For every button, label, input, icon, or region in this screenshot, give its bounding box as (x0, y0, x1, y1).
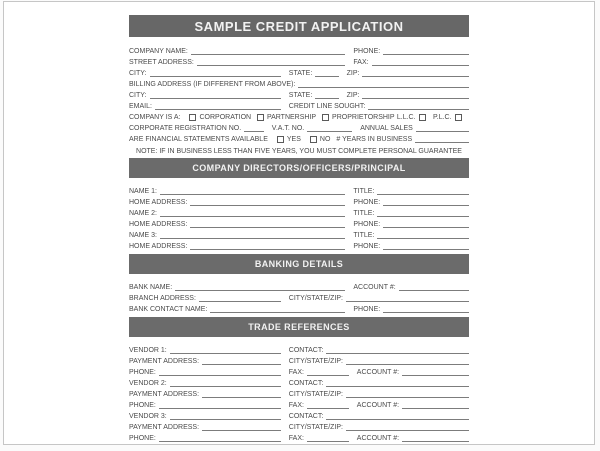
field-label: PHONE: (353, 199, 381, 206)
form-row (129, 366, 469, 377)
write-in-line (377, 237, 469, 239)
form-field (129, 91, 289, 100)
field-label: ACCOUNT #: (356, 435, 400, 442)
field-label: PHONE: (353, 48, 381, 55)
write-in-line (191, 53, 346, 55)
form-row (129, 281, 469, 292)
write-in-line (155, 108, 281, 110)
form-row (129, 78, 469, 89)
checkbox-icon (257, 114, 264, 121)
checkbox-label: L.L.C. (396, 114, 416, 121)
write-in-line (150, 97, 281, 99)
checkbox-label: P.L.C. (433, 114, 452, 121)
field-label: ZIP: (346, 92, 360, 99)
checkbox-label: CORPORATION (199, 114, 252, 121)
write-in-line (202, 396, 281, 398)
field-label: CITY: (129, 70, 147, 77)
form-field (353, 58, 469, 67)
checkbox-label: NO (319, 136, 331, 143)
form-field (129, 368, 289, 377)
checkbox-option (307, 135, 337, 144)
checkbox-icon (322, 114, 329, 121)
field-label: TITLE: (353, 232, 375, 239)
write-in-line (175, 289, 345, 291)
write-in-line (383, 204, 469, 206)
checkbox-label: PROPRIETORSHIP (332, 114, 395, 121)
form-field (129, 69, 289, 78)
field-label: PHONE: (353, 306, 381, 313)
write-in-line (415, 141, 469, 143)
field-label: TITLE: (353, 188, 375, 195)
field-label: TITLE: (353, 210, 375, 217)
field-label: NAME 2: (129, 210, 158, 217)
form-field (289, 412, 469, 421)
form-row (129, 56, 469, 67)
write-in-line (368, 108, 469, 110)
checkbox-option (254, 113, 319, 122)
section-header-label: COMPANY DIRECTORS/OFFICERS/PRINCIPAL (192, 163, 406, 173)
write-in-line (377, 193, 469, 195)
form-field (129, 305, 353, 314)
checkbox-option (433, 113, 469, 122)
field-label: NAME 3: (129, 232, 158, 239)
form-field (353, 242, 469, 251)
field-label: HOME ADDRESS: (129, 243, 188, 250)
field-label: VENDOR 3: (129, 413, 167, 420)
write-in-line (307, 407, 349, 409)
field-label: VENDOR 1: (129, 347, 167, 354)
form-row (129, 67, 469, 78)
field-label: CONTACT: (288, 413, 324, 420)
form-field (129, 198, 353, 207)
checkbox-icon (189, 114, 196, 121)
form-field (289, 401, 357, 410)
write-in-line (307, 130, 352, 132)
write-in-line (190, 248, 345, 250)
document-page (3, 1, 595, 445)
form-row (129, 218, 469, 229)
write-in-line (362, 75, 469, 77)
form-field (353, 305, 469, 314)
checkbox-option (274, 135, 307, 144)
field-label: HOME ADDRESS: (129, 221, 188, 228)
form-field (129, 423, 289, 432)
field-label: COMPANY IS A: (129, 114, 181, 121)
write-in-line (160, 193, 345, 195)
form-field (289, 294, 469, 303)
checkbox-icon (277, 136, 284, 143)
form-row (129, 377, 469, 388)
field-label: PAYMENT ADDRESS: (129, 358, 200, 365)
field-label: CITY/STATE/ZIP: (288, 358, 343, 365)
write-in-line (416, 130, 469, 132)
form-field (129, 231, 353, 240)
write-in-line (298, 86, 469, 88)
form-field (129, 390, 289, 399)
write-in-line (326, 352, 469, 354)
form-field (129, 283, 353, 292)
checkbox-option (186, 113, 253, 122)
field-label: BILLING ADDRESS (IF DIFFERENT FROM ABOVE): (129, 81, 296, 88)
form-field (353, 198, 469, 207)
checkbox-label: PARTNERSHIP (266, 114, 317, 121)
form-field (357, 368, 469, 377)
field-label: CITY/STATE/ZIP: (288, 391, 343, 398)
write-in-line (326, 418, 469, 420)
checkbox-icon (455, 114, 462, 121)
form-field (289, 102, 469, 111)
write-in-line (377, 215, 469, 217)
checkbox-icon (310, 136, 317, 143)
form-content (129, 15, 469, 443)
write-in-line (372, 64, 469, 66)
form-field (129, 58, 353, 67)
field-label: FAX: (288, 402, 304, 409)
form-field (289, 91, 347, 100)
form-field (289, 346, 469, 355)
field-label: PHONE: (353, 221, 381, 228)
field-label: ACCOUNT #: (356, 369, 400, 376)
write-in-line (402, 407, 469, 409)
field-label: ACCOUNT #: (353, 284, 396, 291)
field-label: STREET ADDRESS: (129, 59, 194, 66)
write-in-line (399, 289, 469, 291)
write-in-line (402, 374, 469, 376)
form-field (129, 242, 353, 251)
form-row (129, 388, 469, 399)
form-field (272, 124, 360, 133)
form-title: SAMPLE CREDIT APPLICATION (194, 18, 404, 34)
form-field (289, 434, 357, 443)
form-field (357, 401, 469, 410)
form-field (129, 209, 353, 218)
form-row (129, 355, 469, 366)
section-header (129, 317, 469, 337)
write-in-line (315, 75, 338, 77)
write-in-line (383, 53, 469, 55)
form-field (353, 209, 469, 218)
form-row (129, 207, 469, 218)
field-label: CONTACT: (288, 380, 324, 387)
field-label: CONTACT: (288, 347, 324, 354)
write-in-line (170, 385, 281, 387)
write-in-line (202, 429, 281, 431)
field-label: FAX: (288, 369, 304, 376)
field-label: CORPORATE REGISTRATION NO. (129, 125, 242, 132)
form-field (353, 187, 469, 196)
form-field (353, 283, 469, 292)
note-row (129, 144, 469, 155)
form-field (129, 357, 289, 366)
write-in-line (159, 440, 281, 442)
write-in-line (160, 237, 345, 239)
write-in-line (197, 64, 346, 66)
field-label: CITY: (129, 92, 147, 99)
write-in-line (190, 226, 345, 228)
write-in-line (170, 418, 281, 420)
form-field (129, 346, 289, 355)
field-label: PAYMENT ADDRESS: (129, 424, 200, 431)
section-header (129, 158, 469, 178)
form-field (289, 368, 357, 377)
form-field (129, 102, 289, 111)
form-field (353, 220, 469, 229)
form-row (129, 229, 469, 240)
write-in-line (190, 204, 345, 206)
form-field (347, 69, 469, 78)
form-row (129, 410, 469, 421)
field-label: PHONE: (129, 402, 156, 409)
write-in-line (210, 311, 345, 313)
field-label: ARE FINANCIAL STATEMENTS AVAILABLE (129, 136, 268, 143)
field-label: FAX: (353, 59, 369, 66)
field-label: VENDOR 2: (129, 380, 167, 387)
field-label: PHONE: (353, 243, 381, 250)
write-in-line (202, 363, 281, 365)
form-field (129, 294, 289, 303)
field-label: CITY/STATE/ZIP: (288, 424, 343, 431)
write-in-line (159, 407, 281, 409)
write-in-line (346, 396, 469, 398)
form-row (129, 399, 469, 410)
form-field (289, 423, 469, 432)
write-in-line (160, 215, 345, 217)
field-label: BRANCH ADDRESS: (129, 295, 196, 302)
form-field (289, 69, 347, 78)
form-field (129, 47, 353, 56)
form-row (129, 344, 469, 355)
field-label: HOME ADDRESS: (129, 199, 188, 206)
form-field (353, 47, 469, 56)
form-field (129, 434, 289, 443)
write-in-line (307, 440, 349, 442)
field-label: BANK NAME: (129, 284, 173, 291)
form-field (129, 124, 272, 133)
field-label: ANNUAL SALES (360, 125, 413, 132)
write-in-line (307, 374, 349, 376)
form-field (129, 220, 353, 229)
field-label: V.A.T. NO. (271, 125, 305, 132)
form-field (357, 434, 469, 443)
form-field (289, 357, 469, 366)
form-row (129, 185, 469, 196)
form-field (353, 231, 469, 240)
form-row (129, 196, 469, 207)
field-label: COMPANY NAME: (129, 48, 188, 55)
field-label: STATE: (288, 92, 313, 99)
write-in-line (346, 363, 469, 365)
form-row (129, 432, 469, 443)
write-in-line (383, 311, 469, 313)
write-in-line (383, 248, 469, 250)
form-row (129, 292, 469, 303)
checkbox-option (319, 113, 397, 122)
form-field (129, 412, 289, 421)
section-header (129, 254, 469, 274)
form-row (129, 45, 469, 56)
form-field (289, 379, 469, 388)
field-label: ACCOUNT #: (356, 402, 400, 409)
form-row (129, 303, 469, 314)
field-label: BANK CONTACT NAME: (129, 306, 208, 313)
checkbox-option (397, 113, 433, 122)
write-in-line (402, 440, 469, 442)
form-field (129, 80, 469, 89)
form-field (336, 135, 469, 144)
field-label: STATE: (288, 70, 313, 77)
form-row (129, 100, 469, 111)
form-field (360, 124, 469, 133)
write-in-line (244, 130, 264, 132)
write-in-line (199, 300, 281, 302)
write-in-line (315, 97, 338, 99)
note-text: NOTE: IF IN BUSINESS LESS THAN FIVE YEARS, YOU MUST COMPLETE PERSONAL GUARANTEE (136, 148, 462, 155)
form-field (289, 390, 469, 399)
form-row (129, 133, 469, 144)
form-body (129, 45, 469, 443)
form-field (347, 91, 469, 100)
form-field (129, 379, 289, 388)
form-field (129, 187, 353, 196)
form-title-bar (129, 15, 469, 37)
checkbox-label: YES (286, 136, 301, 143)
write-in-line (383, 226, 469, 228)
write-in-line (326, 385, 469, 387)
write-in-line (346, 300, 469, 302)
field-label: CITY/STATE/ZIP: (288, 295, 343, 302)
form-field (129, 401, 289, 410)
field-label: PAYMENT ADDRESS: (129, 391, 200, 398)
form-row (129, 111, 469, 122)
form-row (129, 240, 469, 251)
form-row (129, 122, 469, 133)
field-label: EMAIL: (129, 103, 152, 110)
field-label: PHONE: (129, 435, 156, 442)
checkbox-icon (419, 114, 426, 121)
field-label: CREDIT LINE SOUGHT: (288, 103, 366, 110)
write-in-line (150, 75, 281, 77)
write-in-line (159, 374, 281, 376)
field-label: PHONE: (129, 369, 156, 376)
write-in-line (346, 429, 469, 431)
field-label: # YEARS IN BUSINESS (336, 136, 413, 143)
form-row (129, 421, 469, 432)
field-label: ZIP: (346, 70, 360, 77)
section-header-label: TRADE REFERENCES (248, 322, 350, 332)
write-in-line (170, 352, 281, 354)
write-in-line (362, 97, 469, 99)
form-row (129, 89, 469, 100)
section-header-label: BANKING DETAILS (254, 259, 344, 269)
field-label: FAX: (288, 435, 304, 442)
field-label: NAME 1: (129, 188, 158, 195)
